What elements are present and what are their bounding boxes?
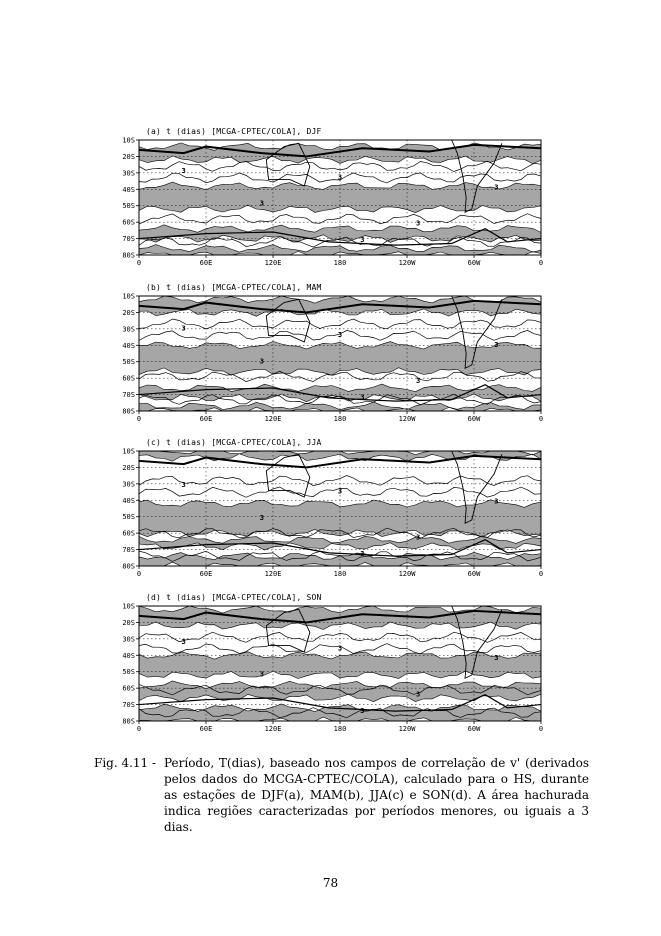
caption-label: Fig. 4.11 - [94, 756, 157, 770]
lon-label: 120W [398, 725, 416, 733]
contour-label: 3 [416, 690, 421, 699]
lat-label: 20S [122, 618, 135, 627]
lon-label: 120W [398, 415, 416, 423]
lon-label: 120E [264, 570, 282, 578]
lon-label: 120E [264, 259, 282, 267]
map-d [100, 593, 560, 738]
contour-label: 3 [337, 487, 343, 496]
lon-label: 60E [199, 725, 213, 733]
panel-c [100, 438, 560, 583]
lon-label: 120W [398, 259, 416, 267]
lon-label: 60E [199, 415, 213, 423]
contour-label: 3 [259, 357, 264, 366]
contour-label: 3 [259, 514, 264, 522]
lon-label: 0 [538, 259, 544, 267]
contour-label: 3 [494, 497, 499, 506]
lat-label: 10S [122, 447, 135, 456]
contour-label: 3 [337, 644, 343, 653]
lat-label: 70S [122, 701, 135, 710]
panel-a [100, 127, 560, 272]
contour-label: 3 [416, 533, 421, 542]
contour-label: 3 [259, 670, 264, 679]
lat-label: 70S [122, 546, 135, 555]
lon-label: 60W [467, 570, 481, 578]
contour-label: 3 [416, 219, 421, 228]
lon-label: 120E [264, 415, 282, 423]
lat-label: 40S [122, 651, 135, 660]
lon-label: 120W [398, 570, 416, 578]
lat-label: 30S [122, 480, 135, 489]
contour-label: 3 [337, 173, 343, 182]
caption-text: Período, T(dias), baseado nos campos de correlação de v' (derivados pelos dados do MCGA-CPTEC/COLA), calculado para o HS, durante as estações de DJF(a), MAM(b), JJA(c) e SON(d). A área hachurada indica regiões caracterizadas por períodos menores, ou iguais a 3 dias. [164, 756, 589, 834]
lat-label: 70S [122, 235, 135, 244]
lon-label: 0 [136, 725, 142, 733]
lat-label: 60S [122, 218, 135, 227]
panel-title: (d) t (dias) [MCGA-CPTEC/COLA], SON [146, 593, 322, 602]
contour-label: 3 [181, 324, 186, 333]
lat-label: 20S [122, 152, 135, 161]
lat-label: 60S [122, 684, 135, 693]
lon-label: 0 [136, 415, 142, 423]
lat-label: 10S [122, 292, 135, 301]
lat-label: 30S [122, 635, 135, 644]
lon-label: 0 [538, 725, 544, 733]
contour-label: 3 [181, 481, 186, 490]
lat-label: 40S [122, 185, 135, 194]
panel-title: (b) t (dias) [MCGA-CPTEC/COLA], MAM [146, 283, 322, 292]
lat-label: 60S [122, 374, 135, 383]
lon-label: 60E [199, 259, 213, 267]
lon-label: 180 [333, 570, 347, 578]
lat-label: 40S [122, 341, 135, 350]
lat-label: 40S [122, 496, 135, 505]
contour-label: 3 [416, 377, 421, 386]
lat-label: 50S [122, 668, 135, 677]
lon-label: 60E [199, 570, 213, 578]
contour-label: 3 [181, 166, 186, 175]
contour-label: 3 [360, 706, 365, 715]
contour-label: 3 [494, 654, 499, 663]
lon-label: 0 [136, 259, 142, 267]
panel-title: (a) t (dias) [MCGA-CPTEC/COLA], DJF [146, 127, 322, 136]
panel-b [100, 283, 560, 428]
lat-label: 20S [122, 308, 135, 317]
lon-label: 0 [136, 570, 142, 578]
contour-label: 3 [181, 637, 186, 646]
lat-label: 50S [122, 358, 135, 367]
contour-label: 3 [360, 550, 365, 559]
map-a [100, 127, 560, 272]
contour-label: 3 [337, 331, 343, 340]
lon-label: 60W [467, 415, 481, 423]
lat-label: 50S [122, 513, 135, 522]
lon-label: 180 [333, 415, 347, 423]
lon-label: 180 [333, 259, 347, 267]
contour-label: 3 [360, 393, 365, 402]
lat-label: 70S [122, 391, 135, 400]
map-c [100, 438, 560, 583]
lat-label: 50S [122, 202, 135, 211]
lon-label: 120E [264, 725, 282, 733]
page-number: 78 [322, 876, 339, 890]
contour-label: 3 [360, 235, 365, 244]
contour-label: 3 [259, 199, 264, 208]
contour-label: 3 [494, 340, 499, 349]
lon-label: 0 [538, 415, 544, 423]
lat-label: 80S [122, 562, 135, 571]
lat-label: 10S [122, 136, 135, 145]
panel-d [100, 593, 560, 738]
lon-label: 60W [467, 259, 481, 267]
lat-label: 80S [122, 717, 135, 726]
lat-label: 60S [122, 529, 135, 538]
map-b [100, 283, 560, 428]
contour-label: 3 [494, 183, 499, 192]
lat-label: 20S [122, 463, 135, 472]
lat-label: 10S [122, 602, 135, 611]
lon-label: 0 [538, 570, 544, 578]
panel-title: (c) t (dias) [MCGA-CPTEC/COLA], JJA [146, 438, 322, 447]
lat-label: 80S [122, 407, 135, 416]
lat-label: 30S [122, 169, 135, 178]
lat-label: 80S [122, 251, 135, 260]
lon-label: 60W [467, 725, 481, 733]
lon-label: 180 [333, 725, 347, 733]
lat-label: 30S [122, 325, 135, 334]
